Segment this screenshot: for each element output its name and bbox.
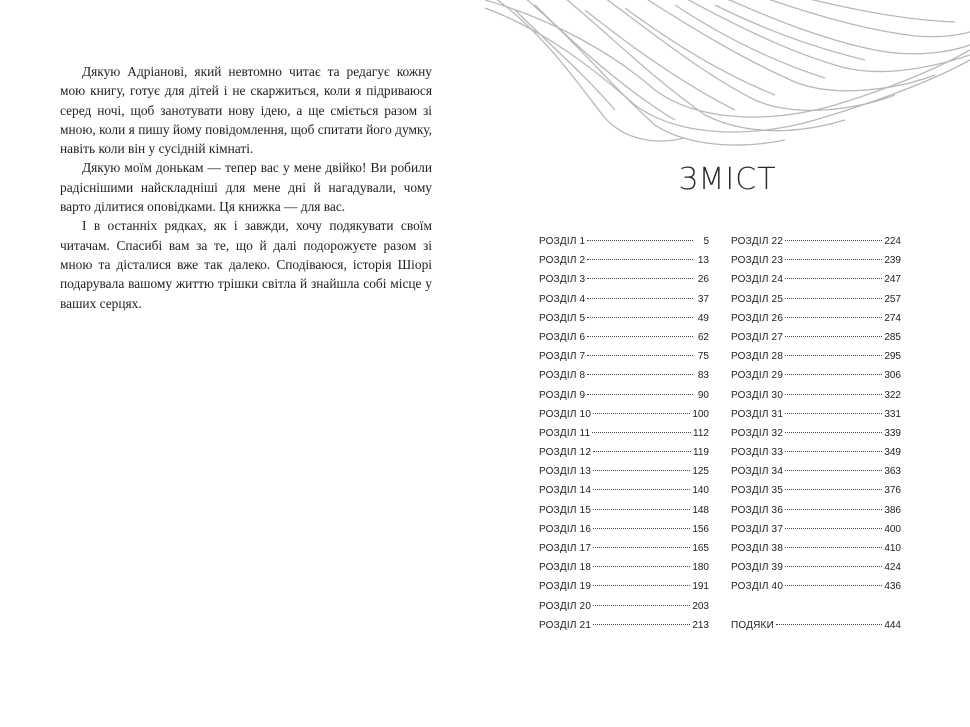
toc-entry[interactable] <box>539 620 709 639</box>
leader-dots <box>593 566 690 567</box>
toc-entry[interactable] <box>539 370 709 389</box>
toc-entry-label: РОЗДІЛ 9 <box>539 389 586 401</box>
leader-dots <box>785 240 882 241</box>
toc-entry-page: 75 <box>697 351 709 363</box>
toc-entry[interactable] <box>731 294 901 313</box>
leader-dots <box>587 317 693 318</box>
toc-entry[interactable] <box>539 505 709 524</box>
toc-entry[interactable] <box>539 255 709 274</box>
toc-entry-page: 90 <box>697 389 709 401</box>
toc-entry-page: 257 <box>884 293 901 305</box>
toc-entry[interactable] <box>731 543 901 562</box>
leader-dots <box>587 298 693 299</box>
toc-entry[interactable] <box>731 505 901 524</box>
toc-entry-page: 83 <box>697 370 709 382</box>
toc-entry-label: РОЗДІЛ 1 <box>539 236 586 247</box>
toc-entry[interactable] <box>731 409 901 428</box>
toc-entry[interactable] <box>731 274 901 293</box>
toc-entry-acknowledgements[interactable] <box>731 620 901 639</box>
toc-entry-label: РОЗДІЛ 21 <box>539 619 592 631</box>
toc-entry-label: РОЗДІЛ 33 <box>731 447 784 459</box>
toc-entry[interactable] <box>539 236 709 255</box>
toc-entry-label: РОЗДІЛ 12 <box>539 447 592 459</box>
toc-entry[interactable] <box>539 409 709 428</box>
toc-entry[interactable] <box>539 466 709 485</box>
toc-entry-label: РОЗДІЛ 19 <box>539 581 592 593</box>
leader-dots <box>592 432 691 433</box>
leader-dots <box>587 240 693 241</box>
toc-entry[interactable] <box>731 390 901 409</box>
toc-entry[interactable] <box>731 313 901 332</box>
leader-dots <box>785 547 882 548</box>
toc-entry-page: 148 <box>692 504 709 516</box>
toc-entry[interactable] <box>539 390 709 409</box>
toc-entry-page: 165 <box>692 543 709 554</box>
toc-entry-page: 436 <box>884 581 901 593</box>
toc-entry-label: РОЗДІЛ 11 <box>539 427 591 439</box>
toc-entry[interactable] <box>539 524 709 543</box>
toc-entry[interactable] <box>731 562 901 581</box>
leader-dots <box>587 336 693 337</box>
toc-entry-page: 322 <box>884 389 901 401</box>
leader-dots <box>593 413 690 414</box>
toc-entry-label: РОЗДІЛ 10 <box>539 408 592 420</box>
ack-paragraph: Дякую моїм донькам — тепер вас у мене двійко! Ви робили радіснішими найскладніші для мене дні й нагадували, чому варто ділитися оповідками. Ця книжка — для вас. <box>60 160 432 215</box>
toc-entry-page: 274 <box>884 312 901 324</box>
toc-entry-page: 62 <box>697 331 709 343</box>
toc-entry-page: 410 <box>884 543 901 554</box>
toc-entry-page: 285 <box>884 331 901 343</box>
toc-entry-label: РОЗДІЛ 4 <box>539 293 586 305</box>
toc-entry-page: 339 <box>884 427 901 439</box>
leader-dots <box>785 451 882 452</box>
leader-dots <box>785 259 882 260</box>
leader-dots <box>785 528 882 529</box>
toc-entry[interactable] <box>731 466 901 485</box>
toc-title: ЗМІСТ <box>678 162 777 197</box>
leader-dots <box>785 585 882 586</box>
leader-dots <box>593 547 690 548</box>
toc-entry[interactable] <box>731 428 901 447</box>
toc-entry-label: РОЗДІЛ 2 <box>539 255 586 267</box>
toc-entry-label: РОЗДІЛ 37 <box>731 523 784 535</box>
toc-entry-page: 386 <box>884 504 901 516</box>
toc-entry-label: РОЗДІЛ 29 <box>731 370 784 382</box>
toc-entry-label: РОЗДІЛ 30 <box>731 389 784 401</box>
toc-entry-page: 424 <box>884 562 901 574</box>
toc-entry-label: РОЗДІЛ 3 <box>539 274 586 286</box>
leader-dots <box>587 394 693 395</box>
toc-entry-label: РОЗДІЛ 27 <box>731 331 784 343</box>
toc-entry[interactable] <box>731 524 901 543</box>
toc-left-column <box>539 236 709 639</box>
toc-entry-page: 37 <box>697 293 709 305</box>
toc-entry-page: 180 <box>692 562 709 574</box>
leader-dots <box>785 413 882 414</box>
toc-entry-label: РОЗДІЛ 20 <box>539 600 592 612</box>
leader-dots <box>785 298 882 299</box>
leader-dots <box>593 470 690 471</box>
toc-entry-label: РОЗДІЛ 32 <box>731 427 784 439</box>
toc-entry-page: 306 <box>884 370 901 382</box>
acknowledgements-text <box>60 62 432 313</box>
toc-entry-label: РОЗДІЛ 39 <box>731 562 784 574</box>
toc-entry[interactable] <box>539 313 709 332</box>
toc-entry[interactable] <box>731 351 901 370</box>
leader-dots <box>785 509 882 510</box>
toc-entry[interactable] <box>539 485 709 504</box>
toc-entry-page: 26 <box>697 274 709 286</box>
toc-entry-page: 376 <box>884 485 901 497</box>
ack-paragraph: Дякую Адріанові, який невтомно читає та редагує кожну мою книгу, готує для дітей і не скаржиться, коли я підриваюся серед ночі, щоб занотувати нову ідею, а ще сміється разом зі мною, коли я пишу йому повідомлення, щоб спитати його думку, навіть коли він у сусідній кімнаті. <box>60 64 432 157</box>
toc-entry-label: РОЗДІЛ 34 <box>731 466 784 478</box>
toc-entry[interactable] <box>539 543 709 562</box>
leader-dots <box>593 489 690 490</box>
toc-entry-page: 191 <box>692 581 709 593</box>
toc-entry-label: РОЗДІЛ 17 <box>539 543 592 554</box>
leader-dots <box>587 355 693 356</box>
toc-entry-label: РОЗДІЛ 28 <box>731 351 784 363</box>
leader-dots <box>587 374 693 375</box>
leader-dots <box>785 394 882 395</box>
toc-entry[interactable] <box>539 351 709 370</box>
toc-entry-page: 363 <box>884 466 901 478</box>
toc-entry[interactable] <box>539 274 709 293</box>
toc-entry-label: РОЗДІЛ 31 <box>731 408 784 420</box>
toc-entry-page: 349 <box>884 447 901 459</box>
toc-entry-label: РОЗДІЛ 13 <box>539 466 592 478</box>
toc-entry-label: РОЗДІЛ 25 <box>731 293 784 305</box>
leader-dots <box>785 374 882 375</box>
toc-entry-page: 331 <box>884 408 901 420</box>
toc-entry-page: 239 <box>884 255 901 267</box>
toc-entry[interactable] <box>539 428 709 447</box>
leader-dots <box>593 624 690 625</box>
toc-entry-label: РОЗДІЛ 6 <box>539 331 586 343</box>
toc-entry[interactable] <box>731 332 901 351</box>
leader-dots <box>785 317 882 318</box>
toc-entry-label: РОЗДІЛ 35 <box>731 485 784 497</box>
leader-dots <box>593 585 690 586</box>
toc-entry[interactable] <box>539 447 709 466</box>
leader-dots <box>593 528 690 529</box>
toc-entry-page: 156 <box>692 523 709 535</box>
toc-entry-label: РОЗДІЛ 5 <box>539 312 586 324</box>
toc-entry-label: РОЗДІЛ 40 <box>731 581 784 593</box>
leader-dots <box>593 605 690 606</box>
toc-right-column <box>731 236 901 639</box>
toc-entry[interactable] <box>731 581 901 600</box>
toc-entry-label: РОЗДІЛ 14 <box>539 485 592 497</box>
leader-dots <box>785 336 882 337</box>
toc-entry[interactable] <box>731 236 901 255</box>
leader-dots <box>587 278 693 279</box>
right-page <box>485 0 970 727</box>
toc-entry[interactable] <box>539 601 709 620</box>
toc-entry-label: РОЗДІЛ 8 <box>539 370 586 382</box>
toc-entry-label: ПОДЯКИ <box>731 619 774 631</box>
toc-entry[interactable] <box>731 485 901 504</box>
toc-entry[interactable] <box>731 370 901 389</box>
toc-entry-label: РОЗДІЛ 7 <box>539 351 586 363</box>
toc-entry-page: 247 <box>884 274 901 286</box>
toc-entry[interactable] <box>539 562 709 581</box>
toc-entry-label: РОЗДІЛ 26 <box>731 312 784 324</box>
leader-dots <box>593 509 690 510</box>
toc-entry-page: 100 <box>692 408 709 420</box>
toc-entry-page: 444 <box>884 619 901 631</box>
toc-entry-label: РОЗДІЛ 24 <box>731 274 784 286</box>
toc-entry-label: РОЗДІЛ 23 <box>731 255 784 267</box>
toc-entry-page: 112 <box>693 427 709 439</box>
leader-dots <box>776 624 882 625</box>
toc-entry-label: РОЗДІЛ 15 <box>539 504 592 516</box>
leader-dots <box>785 470 882 471</box>
toc-entry-label: РОЗДІЛ 18 <box>539 562 592 574</box>
toc-entry[interactable] <box>731 447 901 466</box>
leader-dots <box>785 355 882 356</box>
leader-dots <box>785 278 882 279</box>
leader-dots <box>587 259 693 260</box>
toc-entry[interactable] <box>539 332 709 351</box>
toc-entry-page: 203 <box>692 600 709 612</box>
toc-entry-page: 5 <box>703 236 709 247</box>
leader-dots <box>785 566 882 567</box>
leader-dots <box>593 451 691 452</box>
leader-dots <box>785 489 882 490</box>
toc-entry-page: 295 <box>884 351 901 363</box>
ack-paragraph: І в останніх рядках, як і завжди, хочу подякувати своїм читачам. Спасибі вам за те, що й далі подорожуєте разом зі мною та дісталися вже так далеко. Сподіваюся, історія Шіорі подарувала вашому життю трішки світла й знайшла собі місце у ваших серцях. <box>60 218 432 311</box>
toc-entry[interactable] <box>731 255 901 274</box>
toc-entry-label: РОЗДІЛ 22 <box>731 236 784 247</box>
toc-entry-page: 125 <box>692 466 709 478</box>
toc-entry-page: 119 <box>693 447 709 459</box>
toc-entry-page: 224 <box>884 236 901 247</box>
toc-entry-page: 49 <box>697 312 709 324</box>
toc-entry[interactable] <box>539 581 709 600</box>
toc-entry-page: 13 <box>697 255 709 267</box>
toc-entry-page: 400 <box>884 523 901 535</box>
feather-illustration <box>485 0 970 150</box>
toc-entry-label: РОЗДІЛ 36 <box>731 504 784 516</box>
leader-dots <box>785 432 882 433</box>
toc-entry-page: 140 <box>692 485 709 497</box>
toc-entry[interactable] <box>539 294 709 313</box>
toc-entry-label: РОЗДІЛ 16 <box>539 523 592 535</box>
toc-entry-page: 213 <box>692 619 709 631</box>
toc-entry-label: РОЗДІЛ 38 <box>731 543 784 554</box>
